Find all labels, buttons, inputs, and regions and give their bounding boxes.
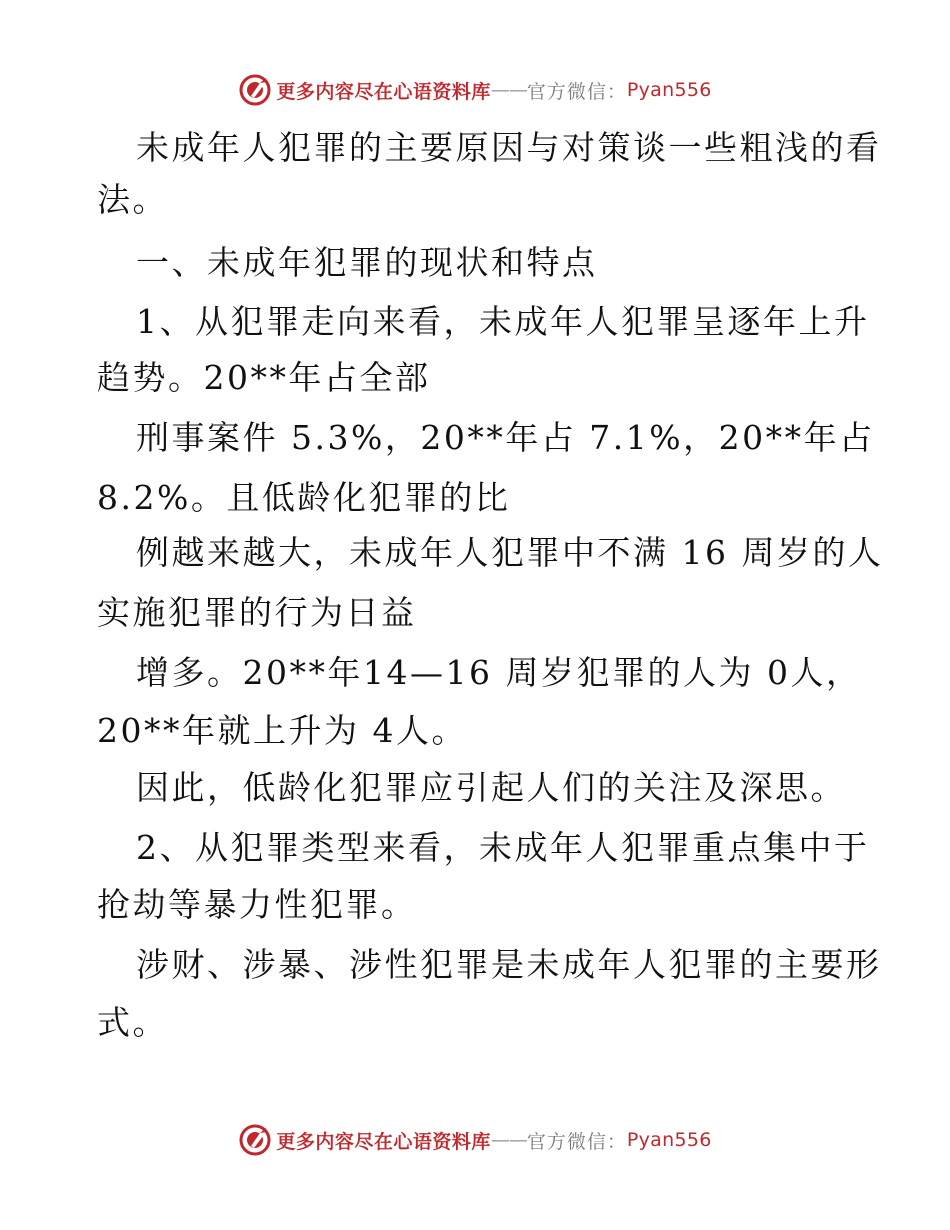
text-line: 刑事案件 5.3%，20**年占 7.1%，20**年占 [136, 418, 875, 457]
pen-nib-logo-icon [238, 1123, 272, 1157]
banner-wechat-id: Pyan556 [626, 79, 712, 101]
text-line: 法。 [97, 180, 168, 219]
text-line: 趋势。20**年占全部 [97, 358, 431, 397]
text-line: 因此，低龄化犯罪应引起人们的关注及深思。 [136, 768, 846, 807]
banner-wechat-id: Pyan556 [626, 1129, 712, 1151]
text-line: 1、从犯罪走向来看，未成年人犯罪呈逐年上升 [136, 302, 870, 341]
text-line: 20**年就上升为 4人。 [97, 711, 467, 750]
banner-dash: —— [490, 1129, 527, 1151]
footer-watermark-banner [0, 1120, 950, 1160]
text-line: 例越来越大，未成年人犯罪中不满 16 周岁的人 [136, 533, 884, 572]
text-line: 抢劫等暴力性犯罪。 [97, 885, 417, 924]
text-line: 涉财、涉暴、涉性犯罪是未成年人犯罪的主要形 [136, 945, 882, 984]
text-line: 式。 [97, 1003, 168, 1042]
text-line: 2、从犯罪类型来看，未成年人犯罪重点集中于 [136, 828, 870, 867]
banner-wechat-label: 官方微信： [526, 1130, 627, 1153]
pen-nib-logo-icon [238, 73, 272, 107]
banner-wechat-label: 官方微信： [526, 80, 627, 103]
section-heading: 一、未成年犯罪的现状和特点 [136, 243, 598, 282]
header-watermark-banner [0, 70, 950, 110]
banner-main-text: 更多内容尽在心语资料库 [276, 80, 491, 103]
banner-dash: —— [490, 79, 527, 101]
text-line: 8.2%。且低龄化犯罪的比 [97, 478, 511, 517]
text-line: 增多。20**年14—16 周岁犯罪的人为 0人， [136, 653, 862, 692]
text-line: 实施犯罪的行为日益 [97, 593, 417, 632]
banner-main-text: 更多内容尽在心语资料库 [276, 1130, 491, 1153]
text-line: 未成年人犯罪的主要原因与对策谈一些粗浅的看 [136, 128, 882, 167]
